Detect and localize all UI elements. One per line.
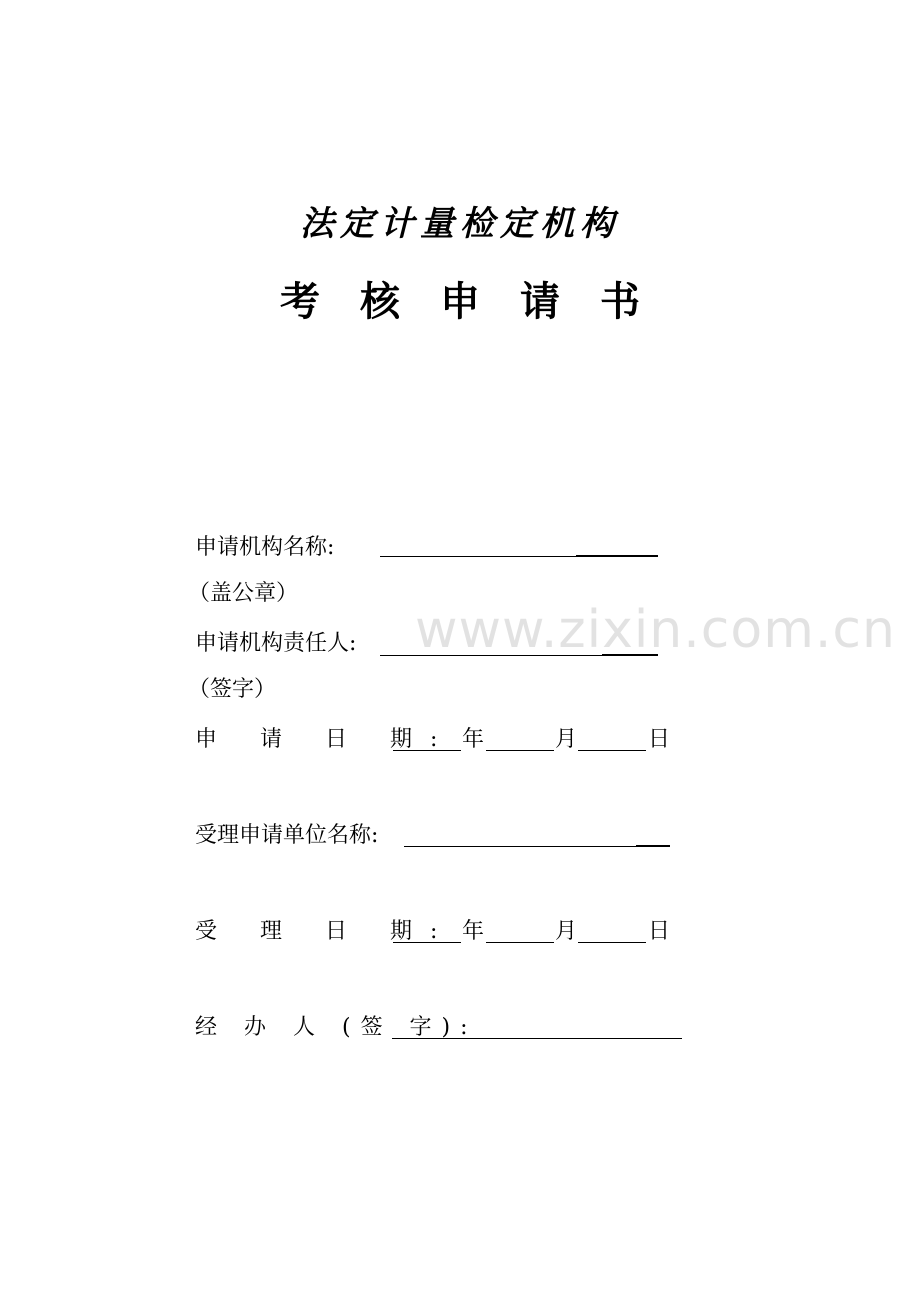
apply-year-unit: 年 [462, 727, 485, 752]
sign-note-row [188, 676, 276, 704]
seal-note-row [188, 580, 298, 608]
org-name-row [195, 534, 334, 562]
accept-year-unit: 年 [462, 919, 485, 944]
accept-year-field[interactable] [393, 942, 461, 943]
responsible-label: 申请机构责任人: [195, 631, 357, 656]
org-name-label: 申请机构名称: [195, 535, 335, 560]
accept-month-field[interactable] [486, 942, 554, 943]
responsible-row [195, 630, 356, 658]
accept-unit-field[interactable] [404, 846, 636, 847]
org-name-field[interactable] [380, 556, 576, 557]
accept-unit-field-end [636, 845, 670, 847]
apply-month-unit: 月 [555, 727, 578, 752]
responsible-field[interactable] [380, 655, 602, 656]
accept-unit-label: 受理申请单位名称: [195, 823, 379, 848]
handler-label: 经 办 人 (签 字): [195, 1015, 478, 1040]
sign-note: （签字） [188, 677, 277, 702]
document-title-line2: 考核申请书 [280, 278, 680, 325]
handler-sign-field[interactable] [392, 1038, 682, 1039]
watermark-text: www.zixin.com.cn [415, 600, 896, 660]
apply-date-label: 申 请 日 期: [195, 727, 456, 752]
apply-day-field[interactable] [578, 750, 646, 751]
apply-year-field[interactable] [393, 750, 461, 751]
accept-date-label: 受 理 日 期: [195, 919, 456, 944]
accept-day-unit: 日 [648, 919, 671, 944]
seal-note: （盖公章） [188, 581, 299, 606]
accept-month-unit: 月 [555, 919, 578, 944]
document-title-line1: 法定计量检定机构 [300, 204, 620, 244]
apply-month-field[interactable] [486, 750, 554, 751]
accept-day-field[interactable] [578, 942, 646, 943]
accept-unit-row [195, 822, 378, 850]
org-name-field-end [576, 555, 658, 557]
apply-day-unit: 日 [648, 727, 671, 752]
responsible-field-end [602, 654, 658, 656]
